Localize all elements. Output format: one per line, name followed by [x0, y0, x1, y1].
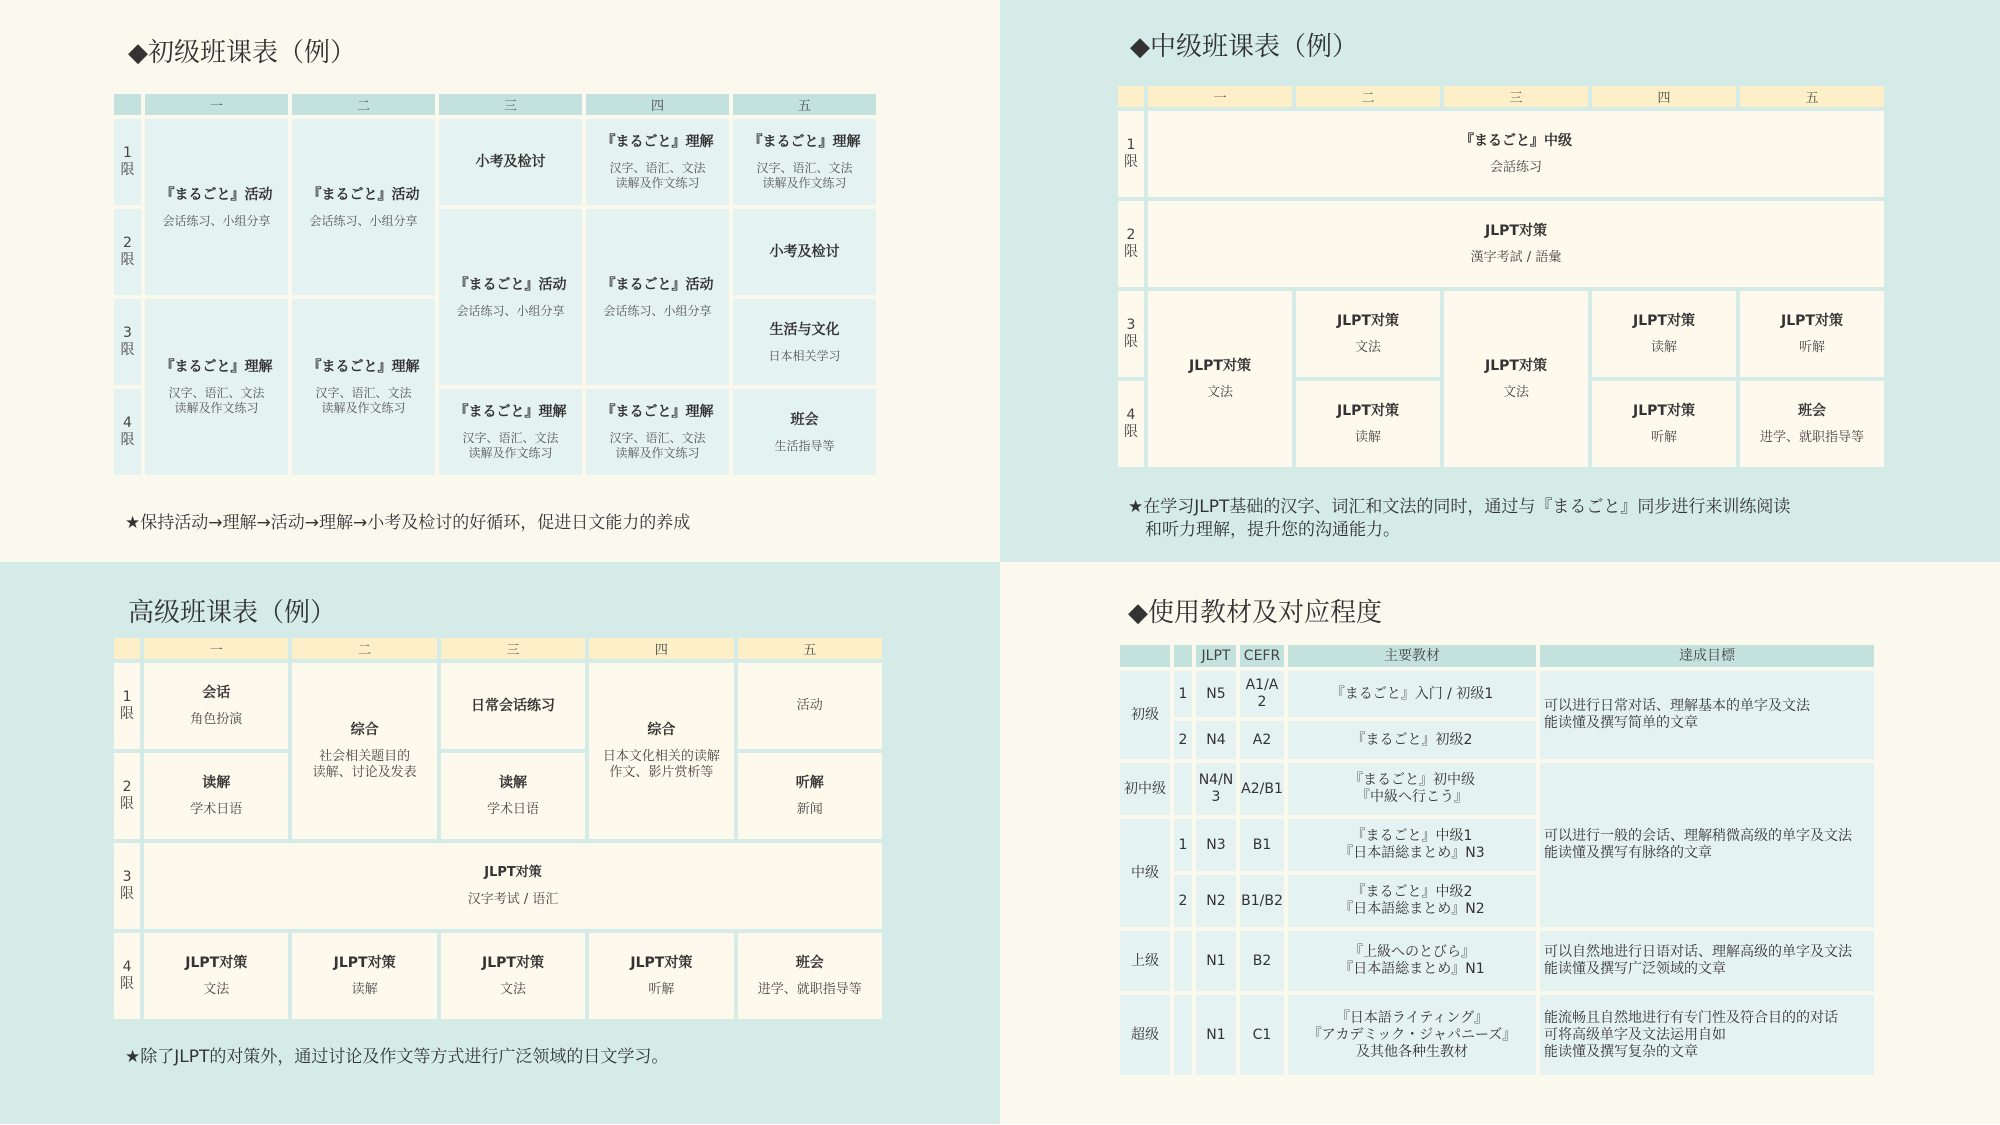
elementary-section: [0, 0, 1000, 562]
class-cell: 读解 学术日语: [441, 753, 585, 839]
jlpt-level: N5: [1196, 671, 1236, 717]
class-cell: 『まるごと』活动 会话练习、小组分享: [439, 209, 582, 385]
textbook: 『まるごと』初级2: [1288, 721, 1536, 759]
class-cell: 『まるごと』理解 汉字、语汇、文法 读解及作文练习: [586, 389, 729, 475]
jlpt-level: N4/N 3: [1196, 763, 1236, 815]
goal-header: 達成目標: [1540, 645, 1874, 667]
class-cell: JLPT对策 读解: [1296, 381, 1440, 467]
jlpt-level: N4: [1196, 721, 1236, 759]
class-cell: 班会 生活指导等: [733, 389, 876, 475]
sub-level: 2: [1174, 875, 1192, 927]
sub-level: 2: [1174, 721, 1192, 759]
jlpt-level: N3: [1196, 819, 1236, 871]
sub-level: 1: [1174, 819, 1192, 871]
class-cell: 『まるごと』活动 会话练习、小组分享: [292, 119, 435, 295]
class-cell: JLPT对策 听解: [1592, 381, 1736, 467]
day-header: 三: [1444, 86, 1588, 107]
elementary-note: ★保持活动→理解→活动→理解→小考及检讨的好循环，促进日文能力的养成: [125, 513, 691, 533]
goal-text: 可以进行一般的会话、理解稍微高级的单字及文法 能读懂及撰写有脉络的文章: [1540, 763, 1874, 927]
class-cell: 『まるごと』理解 汉字、语汇、文法 读解及作文练习: [733, 119, 876, 205]
cefr-level: B2: [1240, 931, 1284, 991]
textbook: 『まるごと』初中级 『中級へ行こう』: [1288, 763, 1536, 815]
textbook: 『日本語ライティング』 『アカデミック・ジャパニーズ』 及其他各种生教材: [1288, 995, 1536, 1075]
intermediate-section: [1000, 0, 2000, 562]
class-cell: JLPT对策 读解: [1592, 291, 1736, 377]
class-cell: 综合 日本文化相关的读解 作文、影片赏析等: [589, 663, 733, 839]
textbook: 『まるごと』入门 / 初级1: [1288, 671, 1536, 717]
class-cell: JLPT对策 听解: [589, 933, 733, 1019]
intermediate-title: ◆中级班课表（例）: [1130, 32, 1358, 62]
class-cell: JLPT对策 文法: [1444, 291, 1588, 467]
period-label: 1 限: [114, 663, 140, 749]
day-header: 一: [145, 94, 288, 115]
materials-table: [1116, 641, 1878, 1079]
level-label: 初中级: [1120, 763, 1170, 815]
day-header: 一: [1148, 86, 1292, 107]
class-cell: JLPT对策 文法: [441, 933, 585, 1019]
class-cell: 活动: [738, 663, 882, 749]
period-label: 2 限: [114, 753, 140, 839]
class-cell: 生活与文化 日本相关学习: [733, 299, 876, 385]
materials-title: ◆使用教材及对应程度: [1128, 598, 1382, 628]
cefr-level: A2: [1240, 721, 1284, 759]
day-header: 四: [589, 638, 733, 659]
goal-text: 可以自然地进行日语对话、理解高级的单字及文法 能读懂及撰写广泛领域的文章: [1540, 931, 1874, 991]
cefr-level: B1/B2: [1240, 875, 1284, 927]
class-cell: 『まるごと』理解 汉字、语汇、文法 读解及作文练习: [145, 299, 288, 475]
period-label: 3 限: [114, 843, 140, 929]
class-cell: JLPT对策 汉字考试 / 语汇: [144, 843, 882, 929]
day-header: 二: [292, 638, 436, 659]
cefr-header: CEFR: [1240, 645, 1284, 667]
period-label: 4 限: [114, 933, 140, 1019]
day-header: 五: [733, 94, 876, 115]
jlpt-level: N1: [1196, 995, 1236, 1075]
jlpt-header: JLPT: [1196, 645, 1236, 667]
sub-level: [1174, 931, 1192, 991]
period-label: 3 限: [1118, 291, 1144, 377]
class-cell: JLPT对策 读解: [292, 933, 436, 1019]
class-cell: 会话 角色扮演: [144, 663, 288, 749]
day-header: 二: [292, 94, 435, 115]
class-cell: 『まるごと』中级 会話练习: [1148, 111, 1884, 197]
jlpt-level: N1: [1196, 931, 1236, 991]
day-header: 一: [144, 638, 288, 659]
jlpt-level: N2: [1196, 875, 1236, 927]
period-label: 4 限: [114, 389, 141, 475]
day-header: 三: [441, 638, 585, 659]
class-cell: JLPT对策 文法: [1148, 291, 1292, 467]
advanced-timetable: [110, 634, 886, 1023]
class-cell: JLPT对策 漢字考試 / 語彙: [1148, 201, 1884, 287]
class-cell: 『まるごと』理解 汉字、语汇、文法 读解及作文练习: [292, 299, 435, 475]
intermediate-timetable: [1114, 82, 1888, 471]
intermediate-note: ★在学习JLPT基础的汉字、词汇和文法的同时，通过与『まるごと』同步进行来训练阅读 和听力理解，提升您的沟通能力。: [1128, 497, 1791, 540]
textbook-header: 主要教材: [1288, 645, 1536, 667]
class-cell: 『まるごと』活动 会话练习、小组分享: [586, 209, 729, 385]
cefr-level: B1: [1240, 819, 1284, 871]
class-cell: 『まるごと』理解 汉字、语汇、文法 读解及作文练习: [439, 389, 582, 475]
day-header: 四: [1592, 86, 1736, 107]
class-cell: 综合 社会相关题目的 读解、讨论及发表: [292, 663, 436, 839]
class-cell: 『まるごと』活动 会话练习、小组分享: [145, 119, 288, 295]
textbook: 『まるごと』中级2 『日本語総まとめ』N2: [1288, 875, 1536, 927]
period-label: 1 限: [1118, 111, 1144, 197]
cefr-level: C1: [1240, 995, 1284, 1075]
class-cell: 小考及检讨: [439, 119, 582, 205]
day-header: 三: [439, 94, 582, 115]
advanced-note: ★除了JLPT的对策外，通过讨论及作文等方式进行广泛领域的日文学习。: [125, 1047, 669, 1067]
class-cell: 日常会话练习: [441, 663, 585, 749]
level-label: 超级: [1120, 995, 1170, 1075]
class-cell: JLPT对策 文法: [1296, 291, 1440, 377]
day-header: 四: [586, 94, 729, 115]
goal-text: 可以进行日常对话、理解基本的单字及文法 能读懂及撰写简单的文章: [1540, 671, 1874, 759]
day-header: 五: [738, 638, 882, 659]
period-label: 1 限: [114, 119, 141, 205]
elementary-timetable: [110, 90, 880, 479]
sub-level: [1174, 763, 1192, 815]
level-label: 中级: [1120, 819, 1170, 927]
level-label: 初级: [1120, 671, 1170, 759]
class-cell: 读解 学术日语: [144, 753, 288, 839]
class-cell: 『まるごと』理解 汉字、语汇、文法 读解及作文练习: [586, 119, 729, 205]
period-label: 3 限: [114, 299, 141, 385]
period-label: 4 限: [1118, 381, 1144, 467]
period-label: 2 限: [114, 209, 141, 295]
textbook: 『まるごと』中级1 『日本語総まとめ』N3: [1288, 819, 1536, 871]
textbook: 『上級へのとびら』 『日本語総まとめ』N1: [1288, 931, 1536, 991]
sub-level: 1: [1174, 671, 1192, 717]
day-header: 二: [1296, 86, 1440, 107]
class-cell: JLPT对策 听解: [1740, 291, 1884, 377]
cefr-level: A2/B1: [1240, 763, 1284, 815]
class-cell: JLPT对策 文法: [144, 933, 288, 1019]
level-label: 上级: [1120, 931, 1170, 991]
class-cell: 听解 新闻: [738, 753, 882, 839]
elementary-title: ◆初级班课表（例）: [128, 38, 356, 68]
cefr-level: A1/A 2: [1240, 671, 1284, 717]
day-header: 五: [1740, 86, 1884, 107]
advanced-section: [0, 562, 1000, 1124]
class-cell: 班会 进学、就职指导等: [738, 933, 882, 1019]
advanced-title: 高级班课表（例）: [128, 598, 337, 628]
class-cell: 班会 进学、就职指导等: [1740, 381, 1884, 467]
class-cell: 小考及检讨: [733, 209, 876, 295]
goal-text: 能流畅且自然地进行有专门性及符合目的的对话 可将高级单字及文法运用自如 能读懂及撰写复杂的文章: [1540, 995, 1874, 1075]
sub-level: [1174, 995, 1192, 1075]
period-label: 2 限: [1118, 201, 1144, 287]
